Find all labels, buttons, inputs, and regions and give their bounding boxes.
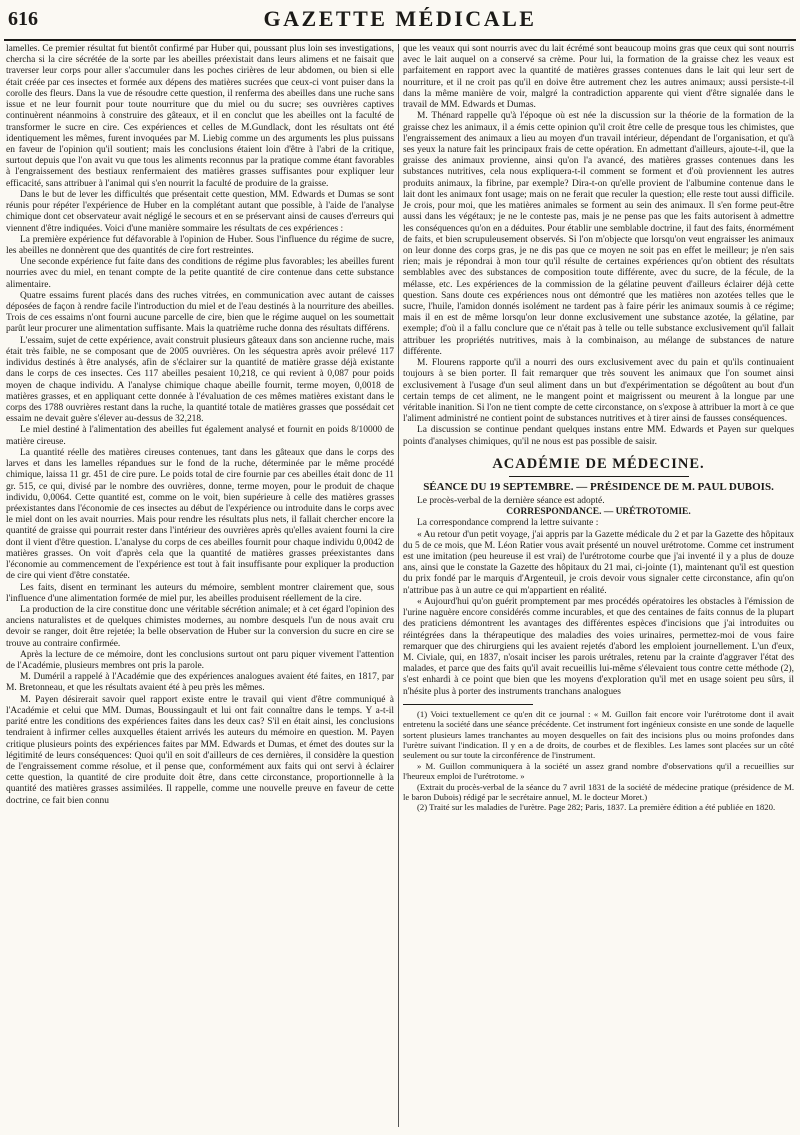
paragraph: lamelles. Ce premier résultat fut bientôt confirmé par Huber qui, poussant plus loin ses investigations, chercha si la cire sécrétée de la sorte par les abeilles préexistait dans leurs alimens et ne faisait que traverser leur corps pour aller s'accumuler dans les poches cirières de leur abdomen, ou bien si elle était créée par ces insectes et formée aux dépens des matières sucrées que ceux-ci vont puiser dans la corolle des fleurs. Dans la vue de résoudre cette question, il renferma des abeilles dans une ruche sans issue et ne leur fournit pour toute nourriture que du miel ou du sucre; ses ouvrières captives continuèrent néanmoins à construire des gâteaux, et il en conclut que les abeilles ont la faculté de transformer le sucre en cire. Ces expériences et celles de M.Gundlack, dont les résultats ont été identiquement les mêmes, furent invoquées par M. Liebig comme un des arguments les plus puissans en faveur de l'opinion qu'il soutient; mais les conclusions étaient loin d'être à l'abri de la critique, surtout depuis que l'on avait vu que tous les aliments reconnus par la pratique comme étant favorables à l'engraissement des bestiaux renfermaient des matières grasses suffisantes pour expliquer leur efficacité, sans attribuer à l'animal qui s'en nourrit la faculté de produire de la graisse. — [6, 44, 394, 189]
paragraph: La discussion se continue pendant quelques instans entre MM. Edwards et Payen sur quelques points d'analyses chimiques, qu'il ne nous est pas possible de saisir. — [403, 425, 794, 447]
section-rule — [509, 476, 689, 477]
paragraph: L'essaim, sujet de cette expérience, avait construit plusieurs gâteaux dans son ancienne ruche, mais était très faible, ne se composant que de 2005 ouvrières. On les séquestra après avoir prélevé 117 individus destinés à être analysés, afin de s'éclairer sur la quantité de matière grasse déjà existante dans le corps de ces insectes. Ces 117 abeilles pesaient 10,218, ce qui revient à 0,087 pour poids moyen de chaque individu. A l'analyse chimique chaque abeille fournit, terme moyen, 0,0018 de matières grasses, et en appliquant cette donnée à l'évaluation de ces mêmes matières existant dans le corps des 1788 ouvrières restant dans la ruche, la quantité totale de matières grasses que possédait cet essaim ne devait guère s'élever au-dessus de 32,218. — [6, 335, 394, 425]
paragraph: M. Thénard rappelle qu'à l'époque où est née la discussion sur la théorie de la formation de la graisse chez les animaux, il a émis cette opinion qu'il croit être celle de presque tous les chimistes, que l'engraissement des animaux a lieu au moyen d'un travail intérieur, dépendant de l'organisation, et qu'à ses yeux la nature fait les principaux frais de cette opération. En admettant d'ailleurs, ajoute-t-il, que la graisse des animaux provienne, ainsi qu'on l'a avancé, des matières grasses contenues dans les substances nutritives, cela nous expliquera-t-il comment se forment et d'où proviennent les autres produits animaux, la fibrine, par exemple? Dira-t-on qu'elle provient de l'albumine contenue dans le lait dont les animaux font usage; mais on ne ferait que reculer la question; elle reste tout aussi difficile. Je crois, pour moi, que les matières animales se forment au sein des animaux. Il s'en forme peut-être aussi dans les végétaux; je ne le conteste pas, mais je ne pense pas que les faits autorisent à admettre les conséquences qu'on en a déduites. Pour établir une semblable doctrine, il faut des faits, énormément de faits, et bien scrupuleusement observés. Si l'on m'objecte que lorsqu'on veut engraisser les animaux on leur donne des corps gras, je ne dis pas que ce moyen ne soit pas en effet le meilleur; je n'en sais rien; mais je répondrai à mon tour qu'il résulte de certaines expériences qu'on obtient des résultats semblables avec des substances de composition toute différente, avec du sucre, de la fécule, de la mélasse, etc. Les expériences de la commission de la gélatine peuvent d'ailleurs éclairer déjà cette question. Sans doute ces expériences nous ont démontré que les matières non azotées telles que le sucre, l'huile, l'amidon donnés isolément ne tardent pas à faire périr les animaux soumis à ce régime; mais il en est de même lorsqu'on leur donne exclusivement une substance azotée, la gélatine, par exemple; d'où il a fallu conclure que ce n'était pas à telle ou telle substance exclusivement qu'il fallait attribuer les propriétés nutritives, mais à la combinaison, au mélange de substances de nature différente. — [403, 111, 794, 357]
paragraph: M. Payen désirerait savoir quel rapport existe entre le travail qui vient d'être communiqué à l'Académie et celui que MM. Dumas, Boussingault et lui ont fait connaître dans le temps. Y a-t-il parité entre les conditions des expériences faites dans les deux cas? S'il en était ainsi, les conclusions tendraient à infirmer celles auxquelles étaient arrivés les auteurs du mémoire en question. M. Payen critique plusieurs points des expériences faites par MM. Edwards et Dumas, et émet des doutes sur la légitimité de leurs conséquences: Quoi qu'il en soit d'ailleurs de ces dernières, il considère la question de l'engraissement comme résolue, et il pense que, conformément aux faits qui ont servi à éclairer cette question, la quantité de cire produite doit être, dans cette circonstance, proportionnelle à la quantité des matières grasses assimilées. Il rappelle, comme une nouvelle preuve en faveur de cette doctrine, ce fait bien connu — [6, 694, 394, 806]
session-heading: SÉANCE DU 19 SEPTEMBRE. — PRÉSIDENCE DE M. PAUL DUBOIS. — [423, 480, 774, 493]
paragraph: « Au retour d'un petit voyage, j'ai appris par la Gazette médicale du 2 et par la Gazette des hôpitaux du 5 de ce mois, que M. Léon Ratier vous avait présenté un nouvel urétrotome. Comme cet instrument est une imitation (peu heureuse il est vrai) de l'urétrotome courbe que j'ai inventé il y a plus de douze ans, ainsi que le constate la Gazette des hôpitaux du 21 mai, ci-jointe (1), maintenant qu'il est question du prix fondé par le marquis d'Argenteuil, je crois devoir vous signaler cette circonstance, afin qu'on n'attribue pas à un autre ce qui m'appartient en réalité. — [403, 529, 794, 596]
page-header — [4, 6, 796, 34]
paragraph: La première expérience fut défavorable à l'opinion de Huber. Sous l'influence du régime de sucre, les abeilles ne donnèrent que des quantités de cire fort restreintes. — [6, 234, 394, 256]
paragraph: que les veaux qui sont nourris avec du lait écrémé sont beaucoup moins gras que ceux qui sont nourris avec le lait auquel on a conservé sa crème. Pour lui, la formation de la graisse chez les veaux est parfaitement en rapport avec la quantité de matières grasses contenues dans le lait qui leur sert de nourriture, et il ne croit pas qu'il en doive être autrement chez les autres animaux; aussi persiste-t-il dans la même manière de voir, malgré la contradiction apparente qui vient d'être signalée dans le travail de MM. Edwards et Dumas. — [403, 44, 794, 111]
column-divider — [398, 44, 399, 1127]
footnote-rule — [403, 704, 533, 705]
footnote: » M. Guillon communiquera à la société un assez grand nombre d'observations qu'il a recueillies sur l'heureux emploi de l'urétrotome. » — [403, 760, 794, 782]
paragraph: Le miel destiné à l'alimentation des abeilles fut également analysé et fournit en poids 8/10000 de matière cireuse. — [6, 425, 394, 447]
page-number: 616 — [8, 8, 38, 30]
paragraph: La correspondance comprend la lettre suivante : — [417, 518, 599, 529]
header-rule — [4, 39, 796, 41]
left-column — [6, 44, 394, 1129]
footnote: (1) Voici textuellement ce qu'en dit ce journal : « M. Guillon fait encore voir l'urétrotome dont il avait entretenu la société dans une séance précédente. Cet instrument fort ingénieux consiste en une sonde de laquelle sortent plusieurs lames tranchantes au moyen desquelles on fait des incisions plus ou moins profondes dans l'urètre suivant l'indication. Il y en a de droits, de courbes et de flexibles. Les lames sont placées sur un côté seulement ou sur toute la circonférence de l'instrument. — [403, 708, 794, 761]
right-column — [403, 44, 794, 1129]
paragraph: Après la lecture de ce mémoire, dont les conclusions surtout ont paru piquer vivement l'attention de l'Académie, plusieurs membres ont pris la parole. — [6, 649, 394, 672]
paragraph: La quantité réelle des matières cireuses contenues, tant dans les gâteaux que dans le corps des larves et dans les lamelles répandues sur le fond de la ruche, déterminée par le même procédé chimique, laissa 11 gr. 451 de cire pure. Le poids total de cire fournie par ces abeilles était donc de 11 gr. 515, ce qui, divisé par le nombre des ouvrières, donne, terme moyen, pour le produit de chaque individu, 0,0064. Cette quantité est, comme on le voit, bien supérieure à celle des matières grasses préexistantes dans l'économie de ces insectes au début de l'expérience ou introduite dans le corps avec le miel dont on les avait nourries. Mais pour rendre les résultats plus nets, il fallait chercher encore la quantité de graisse qui pourrait rester dans l'intérieur des ouvrières après qu'elles avaient fourni la cire dont il vient d'être question. L'analyse du corps de ces abeilles fournit pour chaque individu 0,0042 de matières grasses. On voit d'après cela que la quantité de matières grasses préexistantes dans l'économie au commencement de l'expérience est tout à fait insuffisante pour expliquer la production de cire qui vient d'être constatée. — [6, 447, 394, 582]
minutes-note: Le procès-verbal de la dernière séance est adopté. — [417, 495, 605, 506]
paragraph: Dans le but de lever les difficultés que présentait cette question, MM. Edwards et Dumas se sont réunis pour répéter l'expérience de Huber en la complétant autant que possible, à l'aide de l'analyse chimique dont cet observateur avait négligé le secours et en se préservant ainsi de causes d'erreurs qui viennent d'être indiquées. Voici d'une manière sommaire les résultats de ces expériences : — [6, 189, 394, 234]
subsection-heading: CORRESPONDANCE. — URÉTROTOMIE. — [506, 507, 691, 518]
footnote: (2) Traité sur les maladies de l'urètre. Page 282; Paris, 1837. La première édition a été publiée en 1820. — [417, 802, 776, 813]
section-title: ACADÉMIE DE MÉDECINE. — [492, 455, 705, 472]
paragraph: La production de la cire constitue donc une véritable sécrétion animale; et à cet égard l'opinion des anciens naturalistes et de quelques chimistes modernes, au nombre desquels l'un de nous avait cru devoir se ranger, doit être rejetée; la belle observation de Huber sur la conversion du sucre en cire se trouve au contraire confirmée. — [6, 604, 394, 649]
footnote: (Extrait du procès-verbal de la séance du 7 avril 1831 de la société de médecine pratique (présidence de M. le baron Dubois) rédigé par le secrétaire annuel, M. le docteur Moret.) — [403, 781, 794, 803]
paragraph: Quatre essaims furent placés dans des ruches vitrées, en communication avec autant de caisses déposées de façon à rendre facile l'introduction du miel et de l'eau destinés à la nourriture des abeilles. Trois de ces essaims n'ont fourni aucune parcelle de cire, bien que le régime auquel on les soumettait parût leur procurer une alimentation suffisante. Mais la quatrième ruche donna des résultats différens. — [6, 290, 394, 335]
paragraph: Les faits, disent en terminant les auteurs du mémoire, semblent montrer clairement que, sous l'influence d'une alimentation formée de miel pur, les abeilles produisent réellement de la cire. — [6, 582, 394, 604]
paragraph: M. Duméril a rappelé à l'Académie que des expériences analogues avaient été faites, en 1817, par M. Bretonneau, et que les résultats avaient été à peu près les mêmes. — [6, 672, 394, 694]
masthead-title: GAZETTE MÉDICALE — [263, 6, 537, 31]
paragraph: Une seconde expérience fut faite dans des conditions de régime plus favorables; les abeilles furent nourries avec du miel, en tenant compte de la petite quantité de cire contenue dans cette substance alimentaire. — [6, 257, 394, 290]
paragraph: « Aujourd'hui qu'on guérit promptement par mes procédés opératoires les obstacles à l'émission de l'urine naguère encore considérés comme incurables, et que des centaines de faits connus de la plupart des praticiens démontrent les avantages des différentes espèces d'incisions que j'ai introduites ou réintégrées dans la thérapeutique des maladies des voies urinaires, permettez-moi de vous faire remarquer que des chirurgiens qui les avaient rejetés d'abord les emploient journellement. L'un d'eux, M. Civiale, qui, en 1837, n'osait inciser les parois urétrales, retenu par la crainte d'aggraver l'état des malades, et parce que des faits qu'il avait recueillis lui-même s'élevaient tous contre cette méthode (2), s'est enhardi à ce point que bien que les moyens d'exploration qu'il met en usage soient peu sûrs, il n'hésite plus à porter des instruments tranchans analogues — [403, 596, 794, 697]
paragraph: M. Flourens rapporte qu'il a nourri des ours exclusivement avec du pain et qu'ils continuaient toujours à se bien porter. Il fait remarquer que très souvent les animaux que l'on soumet ainsi exclusivement à l'usage d'un seul aliment dans un but d'expérimentation se dégoûtent au bout d'un certain temps de cet aliment, ne le mangent point et maigrissent ou meurent à la longue par une véritable inanition. Si l'on ne tient compte de cette circonstance, on s'expose à attribuer la mort à ce que l'aliment administré ne contient point de substances nutritives et à tirer ainsi de fausses conséquences. — [403, 358, 794, 425]
